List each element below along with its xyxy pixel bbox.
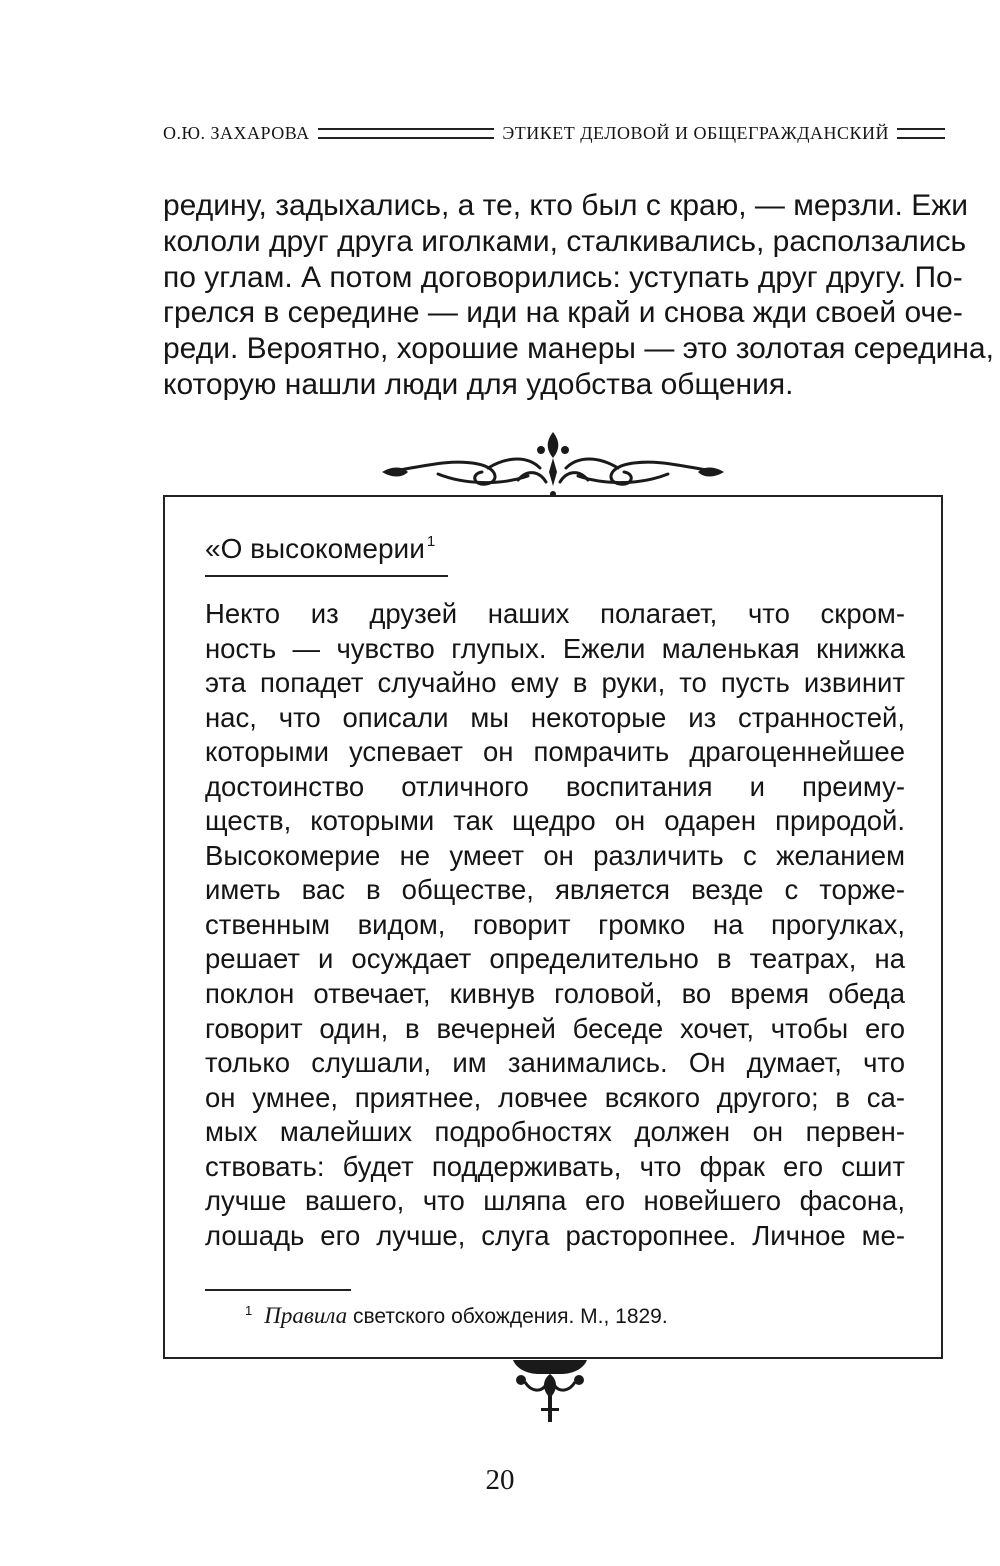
quote-line: эта попадет случайно ему в руки, то пусть извинит <box>205 667 905 699</box>
quote-line: мых малейших подробностях должен он первен- <box>205 1116 905 1148</box>
running-header <box>163 118 945 148</box>
box-title <box>205 533 435 565</box>
body-line: по углам. А потом договорились: уступать друг другу. По- <box>163 260 963 294</box>
body-line: реди. Вероятно, хорошие манеры — это золотая середина, <box>163 332 994 366</box>
quote-line: ществ, которыми так щедро он одарен природой. <box>205 805 905 837</box>
quote-line: Высокомерие не умеет он различить с желанием <box>205 839 905 871</box>
body-line: которую нашли люди для удобства общения. <box>163 367 794 401</box>
header-rule-end <box>897 128 945 139</box>
quote-line: нас, что описали мы некоторые из странностей, <box>205 701 905 733</box>
quote-line: достоинство отличного воспитания и преиму- <box>205 770 905 802</box>
box-title-text: «О высокомерии <box>205 533 425 564</box>
quote-box <box>163 495 943 1359</box>
footnote <box>245 1303 668 1329</box>
body-line: кололи друг друга иголками, сталкивались, расползались <box>163 224 967 258</box>
quote-line: ствовать: будет поддерживать, что фрак его сшит <box>205 1150 905 1182</box>
quote-line: иметь вас в обществе, является везде с торже- <box>205 874 905 906</box>
footnote-italic: Правила <box>264 1303 348 1328</box>
footnote-rule <box>205 1289 351 1291</box>
quote-line: говорит один, в вечерней беседе хочет, чтобы его <box>205 1012 905 1044</box>
body-line: грелся в середине — иди на край и снова жди своей оче- <box>163 296 963 330</box>
header-book-title: ЭТИКЕТ ДЕЛОВОЙ И ОБЩЕГРАЖДАНСКИЙ <box>502 122 889 143</box>
quote-line: он умнее, приятнее, ловчее всякого другого; в са- <box>205 1081 905 1113</box>
header-author: О.Ю. ЗАХАРОВА <box>163 122 310 143</box>
quote-line: ственным видом, говорит громко на прогулках, <box>205 908 905 940</box>
quote-line: ность — чувство глупых. Ежели маленькая книжка <box>205 632 905 664</box>
footnote-text: светского обхождения. М., 1829. <box>347 1305 668 1328</box>
ornament-divider-icon <box>378 428 728 500</box>
footnote-ref: 1 <box>426 533 436 550</box>
quote-line: поклон отвечает, кивнув головой, во время обеда <box>205 978 905 1010</box>
quote-line: которыми успевает он помрачить драгоценнейшее <box>205 736 905 768</box>
quote-line: только слушали, им занимались. Он думает, что <box>205 1047 905 1079</box>
quote-line: решает и осуждает определительно в театрах, на <box>205 943 905 975</box>
quote-line: лучше вашего, что шляпа его новейшего фасона, <box>205 1185 905 1217</box>
ornament-pendant-icon <box>505 1356 595 1432</box>
footnote-mark: 1 <box>245 1303 253 1318</box>
quote-line: лошадь его лучше, слуга расторопнее. Личное ме- <box>205 1219 905 1251</box>
body-paragraph <box>163 188 994 403</box>
title-underline <box>205 575 448 577</box>
quote-line: Некто из друзей наших полагает, что скром- <box>205 598 905 629</box>
quote-text <box>205 597 905 1253</box>
body-line: редину, задыхались, а те, кто был с краю, — мерзли. Ежи <box>163 189 969 222</box>
page-number: 20 <box>485 1464 515 1496</box>
header-rule <box>318 128 495 139</box>
